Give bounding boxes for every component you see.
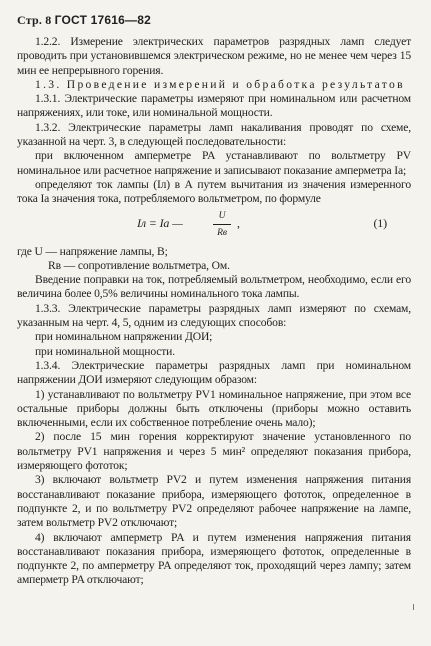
- document-body: [17, 35, 411, 588]
- paragraph-1-2-2: 1.2.2. Измерение электрических параметров разрядных ламп следует проводить при установившемся электрическом режиме, но не менее чем через 15 мин ее непрерывного горения.: [17, 35, 411, 77]
- list-item-3: 3) включают вольтметр PV2 и путем изменения напряжения питания восстанавливают показание прибора, измеряющего фототок, определенное в подпункте 2, и по вольтметру PV2 определяют рабочее напряжение на лампе, затем вольтметр PV2 отключают;: [17, 473, 411, 530]
- paragraph-1-3-1: 1.3.1. Электрические параметры измеряют при номинальном или расчетном напряжениях, или токе, или номинальной мощности.: [17, 92, 411, 120]
- list-item-2: 2) после 15 мин горения корректируют значение установленного по вольтметру PV1 напряжения и через 5 мин² определяют показания прибора, измеряющего фототок;: [17, 430, 411, 473]
- standard-title: ГОСТ 17616—82: [54, 13, 151, 27]
- method-nominal-power: при номинальной мощности.: [35, 344, 175, 358]
- formula-fraction: [213, 209, 231, 241]
- formula-numerator: U: [218, 210, 226, 221]
- list-item-1: 1) устанавливают по вольтметру PV1 номинальное напряжение, при этом все остальные приборы должны быть отключены (приборы можно оставить включенными, если их собственное потребление очень мало);: [17, 387, 411, 430]
- formula-1: [17, 209, 411, 243]
- where-u-definition: где U — напряжение лампы, В;: [17, 244, 168, 258]
- section-heading-1-3: 1.3. Проведение измерений и обработка результатов: [35, 77, 405, 91]
- equation-number: (1): [373, 215, 387, 230]
- where-rv-definition: Rв — сопротивление вольтметра, Ом.: [48, 258, 230, 272]
- paragraph-determine-current: определяют ток лампы (Iл) в А путем вычитания из значения измеренного тока Iа значения тока, потребляемого вольтметром, по формуле: [17, 177, 411, 206]
- formula-comma: ,: [237, 215, 240, 230]
- paragraph-1-3-3: 1.3.3. Электрические параметры разрядных ламп измеряют по схемам, указанным на черт. 4, 5, одним из следующих способов:: [17, 301, 411, 330]
- formula-denominator: Rв: [217, 227, 227, 238]
- list-item-4: 4) включают амперметр PA и путем изменения напряжения питания восстанавливают показания прибора, измеряющего фототок, определенные в подпункте 2, по амперметру PA определяют ток, проходящий через лампу; затем амперметр PA отключают;: [17, 530, 411, 587]
- method-nominal-voltage: при номинальном напряжении ДОИ;: [35, 330, 213, 344]
- formula-expression: Iл = Iа —: [137, 215, 183, 230]
- paragraph-correction: Введение поправки на ток, потребляемый вольтметром, необходимо, если его величина более 0,5% величины номинального тока лампы.: [17, 273, 411, 301]
- paragraph-1-3-4: 1.3.4. Электрические параметры разрядных ламп при номинальном напряжении ДОИ измеряют следующим образом:: [17, 358, 411, 387]
- page-header: [17, 13, 151, 28]
- page-number-label: Стр. 8: [17, 13, 52, 27]
- scan-edge-mark: [413, 604, 414, 610]
- paragraph-ammeter: при включенном амперметре PA устанавливают по вольтметру PV номинальное или расчетное напряжение и записывают показание амперметра Iа;: [17, 149, 411, 177]
- paragraph-1-3-2: 1.3.2. Электрические параметры ламп накаливания проводят по схеме, указанной на черт. 3, в следующей последовательности:: [17, 120, 411, 149]
- fraction-bar: [213, 224, 231, 225]
